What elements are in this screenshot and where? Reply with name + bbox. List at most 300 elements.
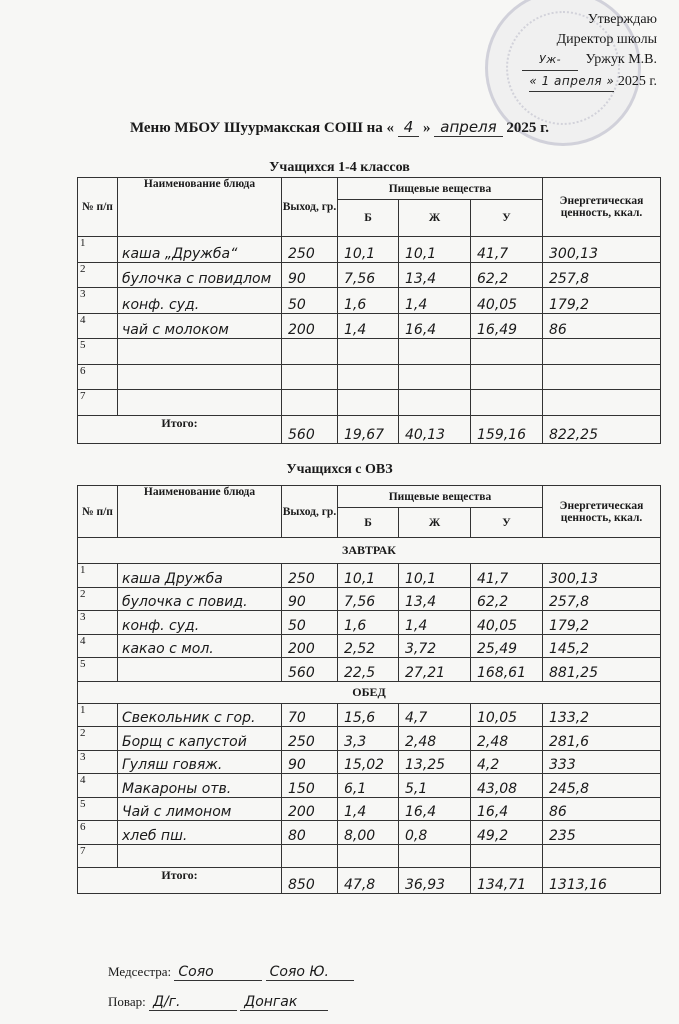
- dish-protein-text: 6,1: [344, 780, 367, 797]
- row-number: 6: [78, 821, 118, 845]
- cook-name: Донгак: [240, 994, 328, 1011]
- header-num: № п/п: [78, 486, 118, 538]
- dish-yield: [282, 727, 338, 751]
- dish-protein: [338, 658, 399, 682]
- total-label: Итого:: [78, 415, 282, 443]
- dish-protein-text: 1,4: [344, 322, 367, 338]
- dish-carbs: [471, 797, 543, 821]
- dish-name: [118, 750, 282, 774]
- dish-fat-text: 10,1: [405, 245, 437, 262]
- row-number: 6: [78, 364, 118, 390]
- dish-carbs-text: 16,4: [477, 804, 509, 820]
- dish-name-text: конф. суд.: [122, 617, 200, 634]
- title-month: апреля: [434, 118, 502, 137]
- dish-carbs: [471, 390, 543, 416]
- row-number: 3: [78, 611, 118, 635]
- header-zh: Ж: [399, 508, 471, 538]
- dish-fat-text: 0,8: [405, 827, 428, 844]
- header-name: Наименование блюда: [118, 178, 282, 237]
- dish-yield: [282, 390, 338, 416]
- dish-fat: [399, 634, 471, 658]
- dish-yield-text: 200: [288, 641, 315, 657]
- row-number: 1: [78, 564, 118, 588]
- dish-name: [118, 262, 282, 288]
- dish-yield: [282, 564, 338, 588]
- dish-energy-text: 179,2: [549, 296, 590, 313]
- dish-yield: [282, 634, 338, 658]
- table-row: [78, 262, 661, 288]
- dish-fat: [399, 703, 471, 727]
- dish-protein: [338, 821, 399, 845]
- dish-energy-text: 133,2: [549, 710, 590, 726]
- dish-energy-text: 235: [549, 827, 576, 844]
- dish-name: [118, 313, 282, 339]
- dish-carbs: [471, 727, 543, 751]
- dish-yield-text: 90: [288, 271, 306, 287]
- dish-protein-text: 7,56: [344, 271, 376, 287]
- approval-block: [522, 10, 657, 92]
- table-row: [78, 658, 661, 682]
- dish-energy: [543, 774, 661, 798]
- table-row: [78, 587, 661, 611]
- dish-energy: [543, 750, 661, 774]
- dish-name-text: каша „Дружба“: [122, 245, 238, 262]
- director-name: Уржук М.В.: [585, 52, 657, 67]
- dish-name: [118, 727, 282, 751]
- dish-energy-text: 257,8: [549, 594, 590, 610]
- row-number: 3: [78, 750, 118, 774]
- dish-fat: [399, 774, 471, 798]
- dish-protein-text: 15,02: [344, 757, 385, 773]
- dish-protein: [338, 611, 399, 635]
- header-yield: Выход, гр.: [282, 178, 338, 237]
- dish-protein-text: 1,4: [344, 804, 367, 820]
- dish-name: [118, 634, 282, 658]
- menu-table-primary: [77, 177, 661, 444]
- dish-fat: [399, 564, 471, 588]
- dish-yield-text: 70: [288, 710, 306, 726]
- dish-protein: [338, 262, 399, 288]
- table-row: [78, 611, 661, 635]
- dish-fat-text: 2,48: [405, 733, 437, 750]
- dish-protein-text: 8,00: [344, 827, 376, 844]
- dish-fat-text: 4,7: [405, 710, 428, 726]
- dish-fat: [399, 611, 471, 635]
- dish-fat: [399, 658, 471, 682]
- dish-fat: [399, 339, 471, 365]
- total-carbs-text: 159,16: [477, 426, 526, 443]
- dish-fat: [399, 587, 471, 611]
- dish-yield-text: 90: [288, 594, 306, 610]
- approval-line2: Директор школы: [556, 32, 657, 47]
- section2-title: Учащихся с ОВЗ: [286, 462, 393, 477]
- dish-protein: [338, 844, 399, 868]
- total-protein: [338, 868, 399, 894]
- dish-carbs: [471, 313, 543, 339]
- header-energy: Энергетическая ценность, ккал.: [543, 178, 661, 237]
- dish-yield-text: 560: [288, 664, 315, 681]
- director-signature: Уж-: [522, 50, 578, 71]
- header-u: У: [471, 200, 543, 237]
- dish-energy-text: 86: [549, 322, 567, 338]
- dish-protein: [338, 339, 399, 365]
- dish-yield-text: 250: [288, 733, 315, 750]
- total-energy: [543, 415, 661, 443]
- dish-carbs-text: 4,2: [477, 757, 500, 773]
- dish-name-text: чай с молоком: [122, 322, 229, 338]
- table-row: [78, 774, 661, 798]
- dish-carbs-text: 41,7: [477, 570, 509, 587]
- header-energy: Энергетическая ценность, ккал.: [543, 486, 661, 538]
- dish-fat: [399, 390, 471, 416]
- dish-fat: [399, 288, 471, 314]
- dish-name-text: булочка с повид.: [122, 594, 248, 610]
- dish-energy: [543, 288, 661, 314]
- dish-name-text: хлеб пш.: [122, 827, 188, 844]
- dish-fat-text: 27,21: [405, 664, 446, 681]
- dish-protein: [338, 727, 399, 751]
- table-row: [78, 288, 661, 314]
- dish-protein-text: 3,3: [344, 733, 367, 750]
- dish-yield-text: 90: [288, 757, 306, 773]
- dish-protein-text: 10,1: [344, 245, 376, 262]
- total-energy-text: 822,25: [549, 426, 598, 443]
- dish-fat-text: 13,4: [405, 594, 437, 610]
- dish-fat-text: 1,4: [405, 617, 428, 634]
- dish-fat: [399, 364, 471, 390]
- dish-name: [118, 288, 282, 314]
- approval-date-line: [522, 71, 657, 92]
- dish-carbs-text: 10,05: [477, 710, 518, 726]
- menu-table-ovz: [77, 485, 661, 894]
- table-row: [78, 821, 661, 845]
- dish-fat-text: 16,4: [405, 322, 437, 338]
- dish-yield-text: 150: [288, 780, 315, 797]
- meal-lunch: ОБЕД: [78, 681, 661, 703]
- dish-name: [118, 658, 282, 682]
- dish-protein: [338, 364, 399, 390]
- dish-protein: [338, 797, 399, 821]
- dish-carbs: [471, 611, 543, 635]
- table-row: [78, 750, 661, 774]
- dish-carbs-text: 43,08: [477, 780, 518, 797]
- title-prefix: Меню МБОУ Шуурмакская СОШ на «: [129, 120, 394, 136]
- dish-protein: [338, 313, 399, 339]
- nurse-label: Медсестра:: [108, 964, 172, 979]
- dish-carbs: [471, 564, 543, 588]
- dish-carbs-text: 16,49: [477, 322, 518, 338]
- dish-protein: [338, 237, 399, 263]
- cook-signature-line: [108, 994, 328, 1011]
- dish-carbs-text: 168,61: [477, 664, 526, 681]
- dish-yield: [282, 821, 338, 845]
- dish-energy: [543, 364, 661, 390]
- total-protein-text: 19,67: [344, 426, 385, 443]
- dish-carbs-text: 40,05: [477, 296, 518, 313]
- header-nutrients: Пищевые вещества: [338, 178, 543, 200]
- dish-protein-text: 1,6: [344, 296, 367, 313]
- dish-carbs: [471, 634, 543, 658]
- header-nutrients: Пищевые вещества: [338, 486, 543, 508]
- dish-yield: [282, 237, 338, 263]
- row-number: 2: [78, 727, 118, 751]
- approval-date-day: « 1 апреля »: [529, 71, 614, 92]
- dish-fat: [399, 727, 471, 751]
- dish-energy-text: 245,8: [549, 780, 590, 797]
- dish-energy-text: 881,25: [549, 664, 598, 681]
- section1-title: Учащихся 1-4 классов: [269, 160, 410, 175]
- total-carbs: [471, 868, 543, 894]
- dish-yield-text: 200: [288, 322, 315, 338]
- title-day: 4: [398, 118, 420, 137]
- dish-energy: [543, 821, 661, 845]
- dish-name: [118, 364, 282, 390]
- dish-name: [118, 237, 282, 263]
- dish-energy: [543, 390, 661, 416]
- meal-lunch-row: [78, 681, 661, 703]
- approval-signature-line: [522, 50, 657, 71]
- dish-fat-text: 13,4: [405, 271, 437, 287]
- header-b: Б: [338, 508, 399, 538]
- dish-carbs-text: 49,2: [477, 827, 509, 844]
- dish-carbs: [471, 658, 543, 682]
- dish-energy: [543, 611, 661, 635]
- dish-name: [118, 797, 282, 821]
- total-yield: [282, 415, 338, 443]
- dish-carbs: [471, 339, 543, 365]
- table-row: [78, 364, 661, 390]
- dish-yield-text: 250: [288, 245, 315, 262]
- table-row: [78, 339, 661, 365]
- dish-fat-text: 16,4: [405, 804, 437, 820]
- dish-carbs: [471, 844, 543, 868]
- total-carbs: [471, 415, 543, 443]
- dish-name-text: Макароны отв.: [122, 780, 232, 797]
- dish-name-text: Борщ с капустой: [122, 733, 247, 750]
- dish-fat-text: 1,4: [405, 296, 428, 313]
- total-yield-text: 850: [288, 877, 315, 893]
- row-number: 7: [78, 390, 118, 416]
- dish-yield: [282, 774, 338, 798]
- dish-protein: [338, 634, 399, 658]
- dish-fat: [399, 750, 471, 774]
- dish-name: [118, 774, 282, 798]
- table-row: [78, 634, 661, 658]
- dish-name-text: Чай с лимоном: [122, 804, 232, 820]
- table-row: [78, 313, 661, 339]
- nurse-name: Сояо Ю.: [266, 964, 354, 981]
- dish-fat: [399, 313, 471, 339]
- row-number: 5: [78, 339, 118, 365]
- dish-yield: [282, 750, 338, 774]
- dish-energy: [543, 703, 661, 727]
- dish-carbs: [471, 262, 543, 288]
- table-row: [78, 564, 661, 588]
- dish-name-text: какао с мол.: [122, 641, 214, 657]
- dish-fat: [399, 797, 471, 821]
- total-yield-text: 560: [288, 426, 315, 443]
- dish-energy-text: 179,2: [549, 617, 590, 634]
- meal-breakfast: ЗАВТРАК: [78, 538, 661, 564]
- dish-energy: [543, 844, 661, 868]
- total-fat: [399, 868, 471, 894]
- dish-protein-text: 10,1: [344, 570, 376, 587]
- total-row: [78, 415, 661, 443]
- dish-energy: [543, 727, 661, 751]
- dish-carbs: [471, 774, 543, 798]
- row-number: 1: [78, 237, 118, 263]
- dish-yield: [282, 587, 338, 611]
- total-carbs-text: 134,71: [477, 877, 526, 893]
- meal-breakfast-row: [78, 538, 661, 564]
- dish-carbs: [471, 364, 543, 390]
- header-yield: Выход, гр.: [282, 486, 338, 538]
- total-protein-text: 47,8: [344, 877, 376, 893]
- dish-protein: [338, 390, 399, 416]
- dish-name: [118, 587, 282, 611]
- dish-carbs-text: 41,7: [477, 245, 509, 262]
- total-row: [78, 868, 661, 894]
- dish-fat: [399, 844, 471, 868]
- dish-name: [118, 339, 282, 365]
- dish-name: [118, 844, 282, 868]
- title-mid: »: [423, 120, 431, 136]
- dish-energy: [543, 339, 661, 365]
- row-number: 4: [78, 634, 118, 658]
- dish-name-text: каша Дружба: [122, 570, 223, 587]
- total-energy-text: 1313,16: [549, 877, 607, 893]
- dish-name: [118, 390, 282, 416]
- dish-energy: [543, 564, 661, 588]
- dish-fat-text: 10,1: [405, 570, 437, 587]
- dish-yield-text: 50: [288, 617, 306, 634]
- title-suffix: 2025 г.: [506, 120, 550, 136]
- dish-fat: [399, 821, 471, 845]
- dish-protein-text: 7,56: [344, 594, 376, 610]
- dish-energy: [543, 237, 661, 263]
- dish-energy: [543, 587, 661, 611]
- dish-yield: [282, 288, 338, 314]
- dish-energy-text: 145,2: [549, 641, 590, 657]
- dish-energy-text: 257,8: [549, 271, 590, 287]
- dish-name: [118, 703, 282, 727]
- dish-carbs: [471, 703, 543, 727]
- dish-fat-text: 13,25: [405, 757, 446, 773]
- row-number: 4: [78, 313, 118, 339]
- cook-label: Повар:: [108, 994, 146, 1009]
- dish-yield-text: 80: [288, 827, 306, 844]
- total-fat: [399, 415, 471, 443]
- header-name: Наименование блюда: [118, 486, 282, 538]
- dish-yield-text: 250: [288, 570, 315, 587]
- dish-carbs-text: 25,49: [477, 641, 518, 657]
- dish-yield: [282, 313, 338, 339]
- row-number: 5: [78, 797, 118, 821]
- table-row: [78, 844, 661, 868]
- dish-name: [118, 821, 282, 845]
- dish-fat-text: 3,72: [405, 641, 437, 657]
- row-number: 1: [78, 703, 118, 727]
- table-row: [78, 797, 661, 821]
- total-label: Итого:: [78, 868, 282, 894]
- row-number: 3: [78, 288, 118, 314]
- dish-fat-text: 5,1: [405, 780, 428, 797]
- dish-yield-text: 50: [288, 296, 306, 313]
- table-row: [78, 237, 661, 263]
- dish-yield: [282, 797, 338, 821]
- total-fat-text: 36,93: [405, 877, 446, 893]
- nurse-signature: Сояо: [174, 964, 262, 981]
- total-energy: [543, 868, 661, 894]
- dish-yield: [282, 364, 338, 390]
- dish-yield: [282, 703, 338, 727]
- dish-carbs-text: 2,48: [477, 733, 509, 750]
- table-row: [78, 727, 661, 751]
- header-u: У: [471, 508, 543, 538]
- dish-carbs-text: 40,05: [477, 617, 518, 634]
- dish-protein-text: 22,5: [344, 664, 376, 681]
- dish-name-text: конф. суд.: [122, 296, 200, 313]
- dish-protein: [338, 703, 399, 727]
- dish-protein: [338, 564, 399, 588]
- row-number: 4: [78, 774, 118, 798]
- table-row: [78, 390, 661, 416]
- dish-energy: [543, 262, 661, 288]
- dish-yield: [282, 658, 338, 682]
- approval-date-year: 2025 г.: [617, 74, 657, 89]
- dish-fat: [399, 262, 471, 288]
- dish-energy: [543, 313, 661, 339]
- dish-energy: [543, 797, 661, 821]
- dish-carbs-text: 62,2: [477, 271, 509, 287]
- total-yield: [282, 868, 338, 894]
- dish-carbs: [471, 821, 543, 845]
- row-number: 5: [78, 658, 118, 682]
- dish-energy-text: 86: [549, 804, 567, 820]
- dish-yield: [282, 339, 338, 365]
- dish-carbs-text: 62,2: [477, 594, 509, 610]
- dish-yield-text: 200: [288, 804, 315, 820]
- dish-yield: [282, 262, 338, 288]
- dish-protein-text: 2,52: [344, 641, 376, 657]
- dish-carbs: [471, 288, 543, 314]
- dish-name-text: Свекольник с гор.: [122, 710, 256, 726]
- dish-protein: [338, 587, 399, 611]
- dish-carbs: [471, 237, 543, 263]
- dish-energy-text: 300,13: [549, 245, 598, 262]
- row-number: 7: [78, 844, 118, 868]
- table-row: [78, 703, 661, 727]
- dish-carbs: [471, 750, 543, 774]
- header-zh: Ж: [399, 200, 471, 237]
- approval-line1: Утверждаю: [587, 12, 657, 27]
- cook-signature: Д/г.: [149, 994, 237, 1011]
- dish-yield: [282, 844, 338, 868]
- dish-energy-text: 300,13: [549, 570, 598, 587]
- dish-protein: [338, 288, 399, 314]
- dish-protein: [338, 750, 399, 774]
- dish-name-text: булочка с повидлом: [122, 271, 272, 287]
- dish-protein: [338, 774, 399, 798]
- dish-energy-text: 281,6: [549, 733, 590, 750]
- total-protein: [338, 415, 399, 443]
- dish-name: [118, 564, 282, 588]
- dish-yield: [282, 611, 338, 635]
- dish-energy-text: 333: [549, 757, 576, 773]
- dish-energy: [543, 634, 661, 658]
- page-title: [0, 118, 679, 137]
- header-b: Б: [338, 200, 399, 237]
